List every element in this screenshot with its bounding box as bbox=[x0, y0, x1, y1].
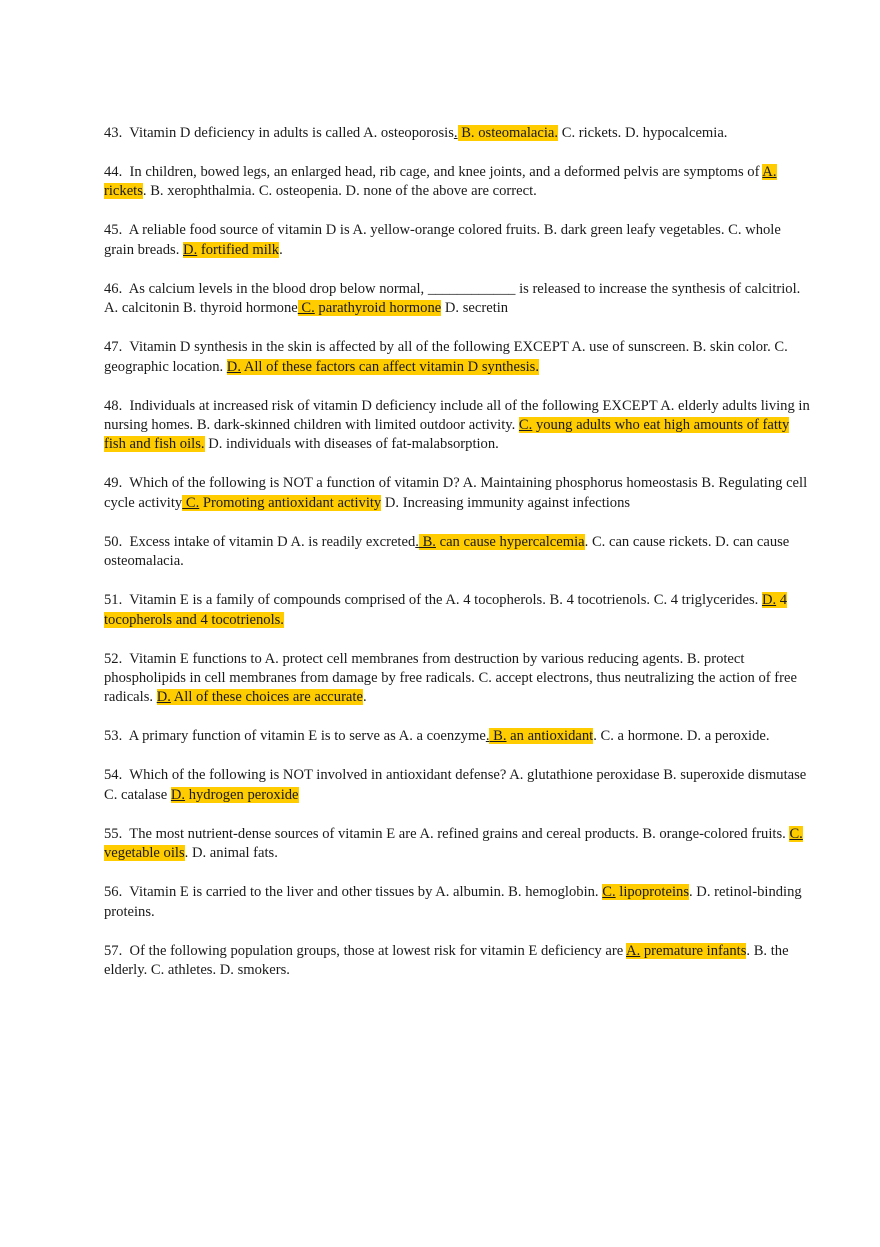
question-number: 47. bbox=[104, 339, 123, 356]
question-text: Of the following population groups, those at lowest risk for vitamin E deficiency are bbox=[129, 942, 627, 959]
highlighted-answer: D. All of these factors can affect vitamin D synthesis. bbox=[226, 358, 540, 375]
question-list bbox=[104, 124, 810, 981]
question-43 bbox=[104, 124, 810, 143]
question-57 bbox=[104, 942, 810, 981]
question-number: 50. bbox=[104, 533, 123, 550]
question-text: D. secretin bbox=[441, 300, 509, 317]
question-46 bbox=[104, 280, 810, 319]
question-text: . D. retinol-binding proteins. bbox=[104, 884, 802, 920]
question-45 bbox=[104, 221, 810, 260]
question-text: . B. xerophthalmia. C. osteopenia. D. none of the above are correct. bbox=[142, 183, 537, 200]
highlighted-answer: D. 4 tocopherols and 4 tocotrienols. bbox=[104, 592, 788, 628]
question-text: Which of the following is NOT a function of vitamin D? A. Maintaining phosphorus homeostasis B. Regulating cell cycle activity bbox=[104, 475, 808, 511]
question-text: A primary function of vitamin E is to serve as A. a coenzyme bbox=[128, 728, 486, 745]
question-text: . bbox=[279, 241, 283, 258]
question-text: Vitamin E is a family of compounds comprised of the A. 4 tocopherols. B. 4 tocotrienols. C. 4 triglycerides. bbox=[129, 592, 762, 609]
question-text: A reliable food source of vitamin D is A. yellow-orange colored fruits. B. dark green leafy vegetables. C. whole grain breads. bbox=[104, 222, 781, 258]
question-56 bbox=[104, 883, 810, 922]
question-text: Vitamin E functions to A. protect cell membranes from destruction by various reducing agents. B. protect phospholipids in cell membranes from damage by free radicals. C. accept electrons, thus neutralizing the action of free radicals. bbox=[104, 650, 797, 706]
question-52 bbox=[104, 650, 810, 708]
question-48 bbox=[104, 397, 810, 455]
highlighted-answer: C. lipoproteins bbox=[602, 884, 689, 901]
question-text: D. Increasing immunity against infections bbox=[381, 494, 631, 511]
question-text: Vitamin D deficiency in adults is called A. osteoporosis bbox=[129, 125, 454, 141]
highlighted-answer: A. premature infants bbox=[626, 942, 747, 959]
question-text: Vitamin E is carried to the liver and other tissues by A. albumin. B. hemoglobin. bbox=[129, 884, 603, 901]
highlighted-answer: C. young adults who eat high amounts of fatty fish and fish oils. bbox=[104, 417, 790, 453]
question-number: 55. bbox=[104, 825, 123, 842]
question-number: 51. bbox=[104, 592, 123, 609]
question-text: . B. the elderly. C. athletes. D. smokers. bbox=[104, 942, 789, 979]
question-text: . bbox=[415, 533, 419, 550]
highlighted-answer: D. hydrogen peroxide bbox=[170, 786, 299, 803]
question-53 bbox=[104, 727, 810, 746]
question-text: . bbox=[485, 728, 490, 745]
question-number: 44. bbox=[104, 164, 123, 180]
highlighted-answer: D. All of these choices are accurate bbox=[156, 689, 363, 706]
question-text: . D. animal fats. bbox=[184, 845, 278, 862]
question-51 bbox=[104, 591, 810, 630]
question-text: C. rickets. D. hypocalcemia. bbox=[558, 125, 728, 141]
highlighted-answer: C. vegetable oils bbox=[104, 825, 803, 862]
question-text: . C. a hormone. D. a peroxide. bbox=[593, 728, 770, 745]
question-number: 48. bbox=[104, 397, 123, 414]
highlighted-answer: A. rickets bbox=[104, 164, 777, 200]
question-text: D. individuals with diseases of fat-malabsorption. bbox=[204, 436, 499, 453]
question-number: 45. bbox=[104, 222, 123, 239]
question-text: As calcium levels in the blood drop below normal, ____________ is released to increase the synthesis of calcitriol. A. calcitonin B. thyroid hormone bbox=[104, 280, 801, 317]
highlighted-answer: D. fortified milk bbox=[183, 241, 280, 258]
highlighted-answer: B. can cause hypercalcemia bbox=[418, 533, 585, 550]
highlighted-answer: B. an antioxidant bbox=[489, 728, 594, 745]
question-number: 53. bbox=[104, 728, 123, 745]
question-text: . bbox=[362, 689, 367, 706]
question-50 bbox=[104, 533, 810, 572]
question-47 bbox=[104, 338, 810, 377]
question-text: Excess intake of vitamin D A. is readily excreted bbox=[129, 533, 416, 550]
question-text: Individuals at increased risk of vitamin D deficiency include all of the following EXCEPT A. elderly adults living in nursing homes. B. dark-skinned children with limited outdoor activity. bbox=[104, 397, 810, 434]
question-54 bbox=[104, 766, 810, 805]
question-number: 54. bbox=[104, 767, 123, 784]
question-number: 52. bbox=[104, 650, 123, 667]
question-49 bbox=[104, 474, 810, 513]
question-44 bbox=[104, 163, 810, 202]
highlighted-answer: C. Promoting antioxidant activity bbox=[182, 494, 382, 511]
question-number: 56. bbox=[104, 884, 123, 901]
question-55 bbox=[104, 825, 810, 864]
question-number: 46. bbox=[104, 280, 123, 297]
question-text: Vitamin D synthesis in the skin is affected by all of the following EXCEPT A. use of sunscreen. B. skin color. C. geographic location. bbox=[104, 339, 788, 375]
highlighted-answer: C. parathyroid hormone bbox=[297, 300, 442, 317]
question-number: 43. bbox=[104, 125, 123, 141]
question-text: The most nutrient-dense sources of vitamin E are A. refined grains and cereal products. B. orange-colored fruits. bbox=[129, 825, 790, 842]
question-number: 49. bbox=[104, 475, 123, 492]
question-text: . C. can cause rickets. D. can cause osteomalacia. bbox=[104, 533, 790, 570]
question-text: Which of the following is NOT involved in antioxidant defense? A. glutathione peroxidase B. superoxide dismutase C. catalase bbox=[104, 767, 807, 803]
question-text: . bbox=[453, 125, 458, 141]
question-text: In children, bowed legs, an enlarged head, rib cage, and knee joints, and a deformed pelvis are symptoms of bbox=[129, 164, 763, 180]
question-number: 57. bbox=[104, 942, 123, 959]
highlighted-answer: B. osteomalacia. bbox=[457, 125, 559, 141]
